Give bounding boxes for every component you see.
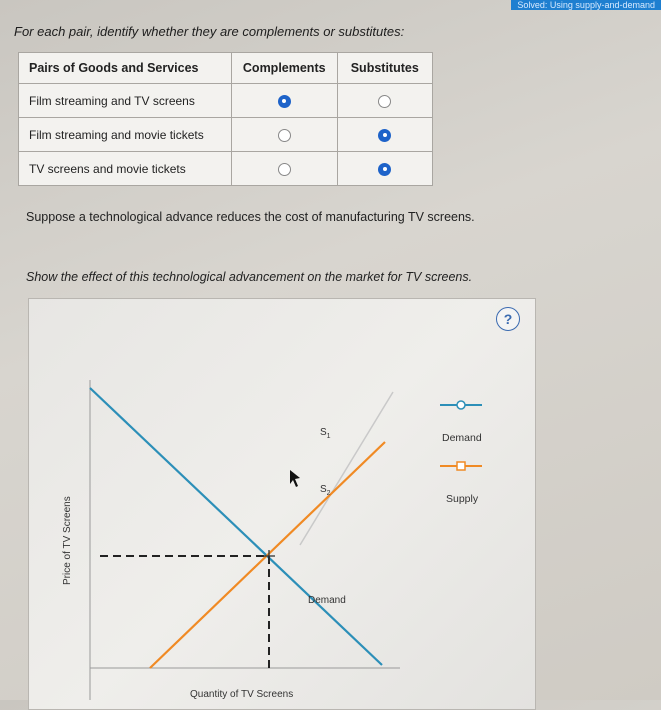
legend-supply-marker[interactable] [457,462,465,470]
question-text: For each pair, identify whether they are complements or substitutes: [14,24,405,39]
browser-tab[interactable]: Solved: Using supply-and-demand [511,0,661,10]
header-complements: Complements [231,53,337,84]
s1-label: $S_1$ [320,427,331,440]
header-pairs: Pairs of Goods and Services [19,53,232,84]
x-axis-label: Quantity of TV Screens [190,689,294,700]
pair-label: TV screens and movie tickets [19,152,232,186]
legend-demand-label: Demand [442,432,482,444]
instruction-text: Show the effect of this technological advancement on the market for TV screens. [26,270,473,284]
s2-label: $S_2$ [320,484,331,497]
legend-demand-marker[interactable] [457,401,465,409]
pair-label: Film streaming and TV screens [19,84,232,118]
header-substitutes: Substitutes [337,53,432,84]
equilibrium-point[interactable] [263,550,275,562]
help-icon[interactable]: ? [496,307,520,331]
y-axis-label: Price of TV Screens [62,496,73,585]
demand-curve-label: Demand [308,595,346,606]
legend-supply-label: Supply [446,493,479,505]
supply-curve-s1[interactable] [300,392,393,545]
demand-curve[interactable] [90,388,382,665]
pair-label: Film streaming and movie tickets [19,118,232,152]
cursor-icon [290,470,300,487]
scenario-text: Suppose a technological advance reduces the cost of manufacturing TV screens. [26,210,475,224]
